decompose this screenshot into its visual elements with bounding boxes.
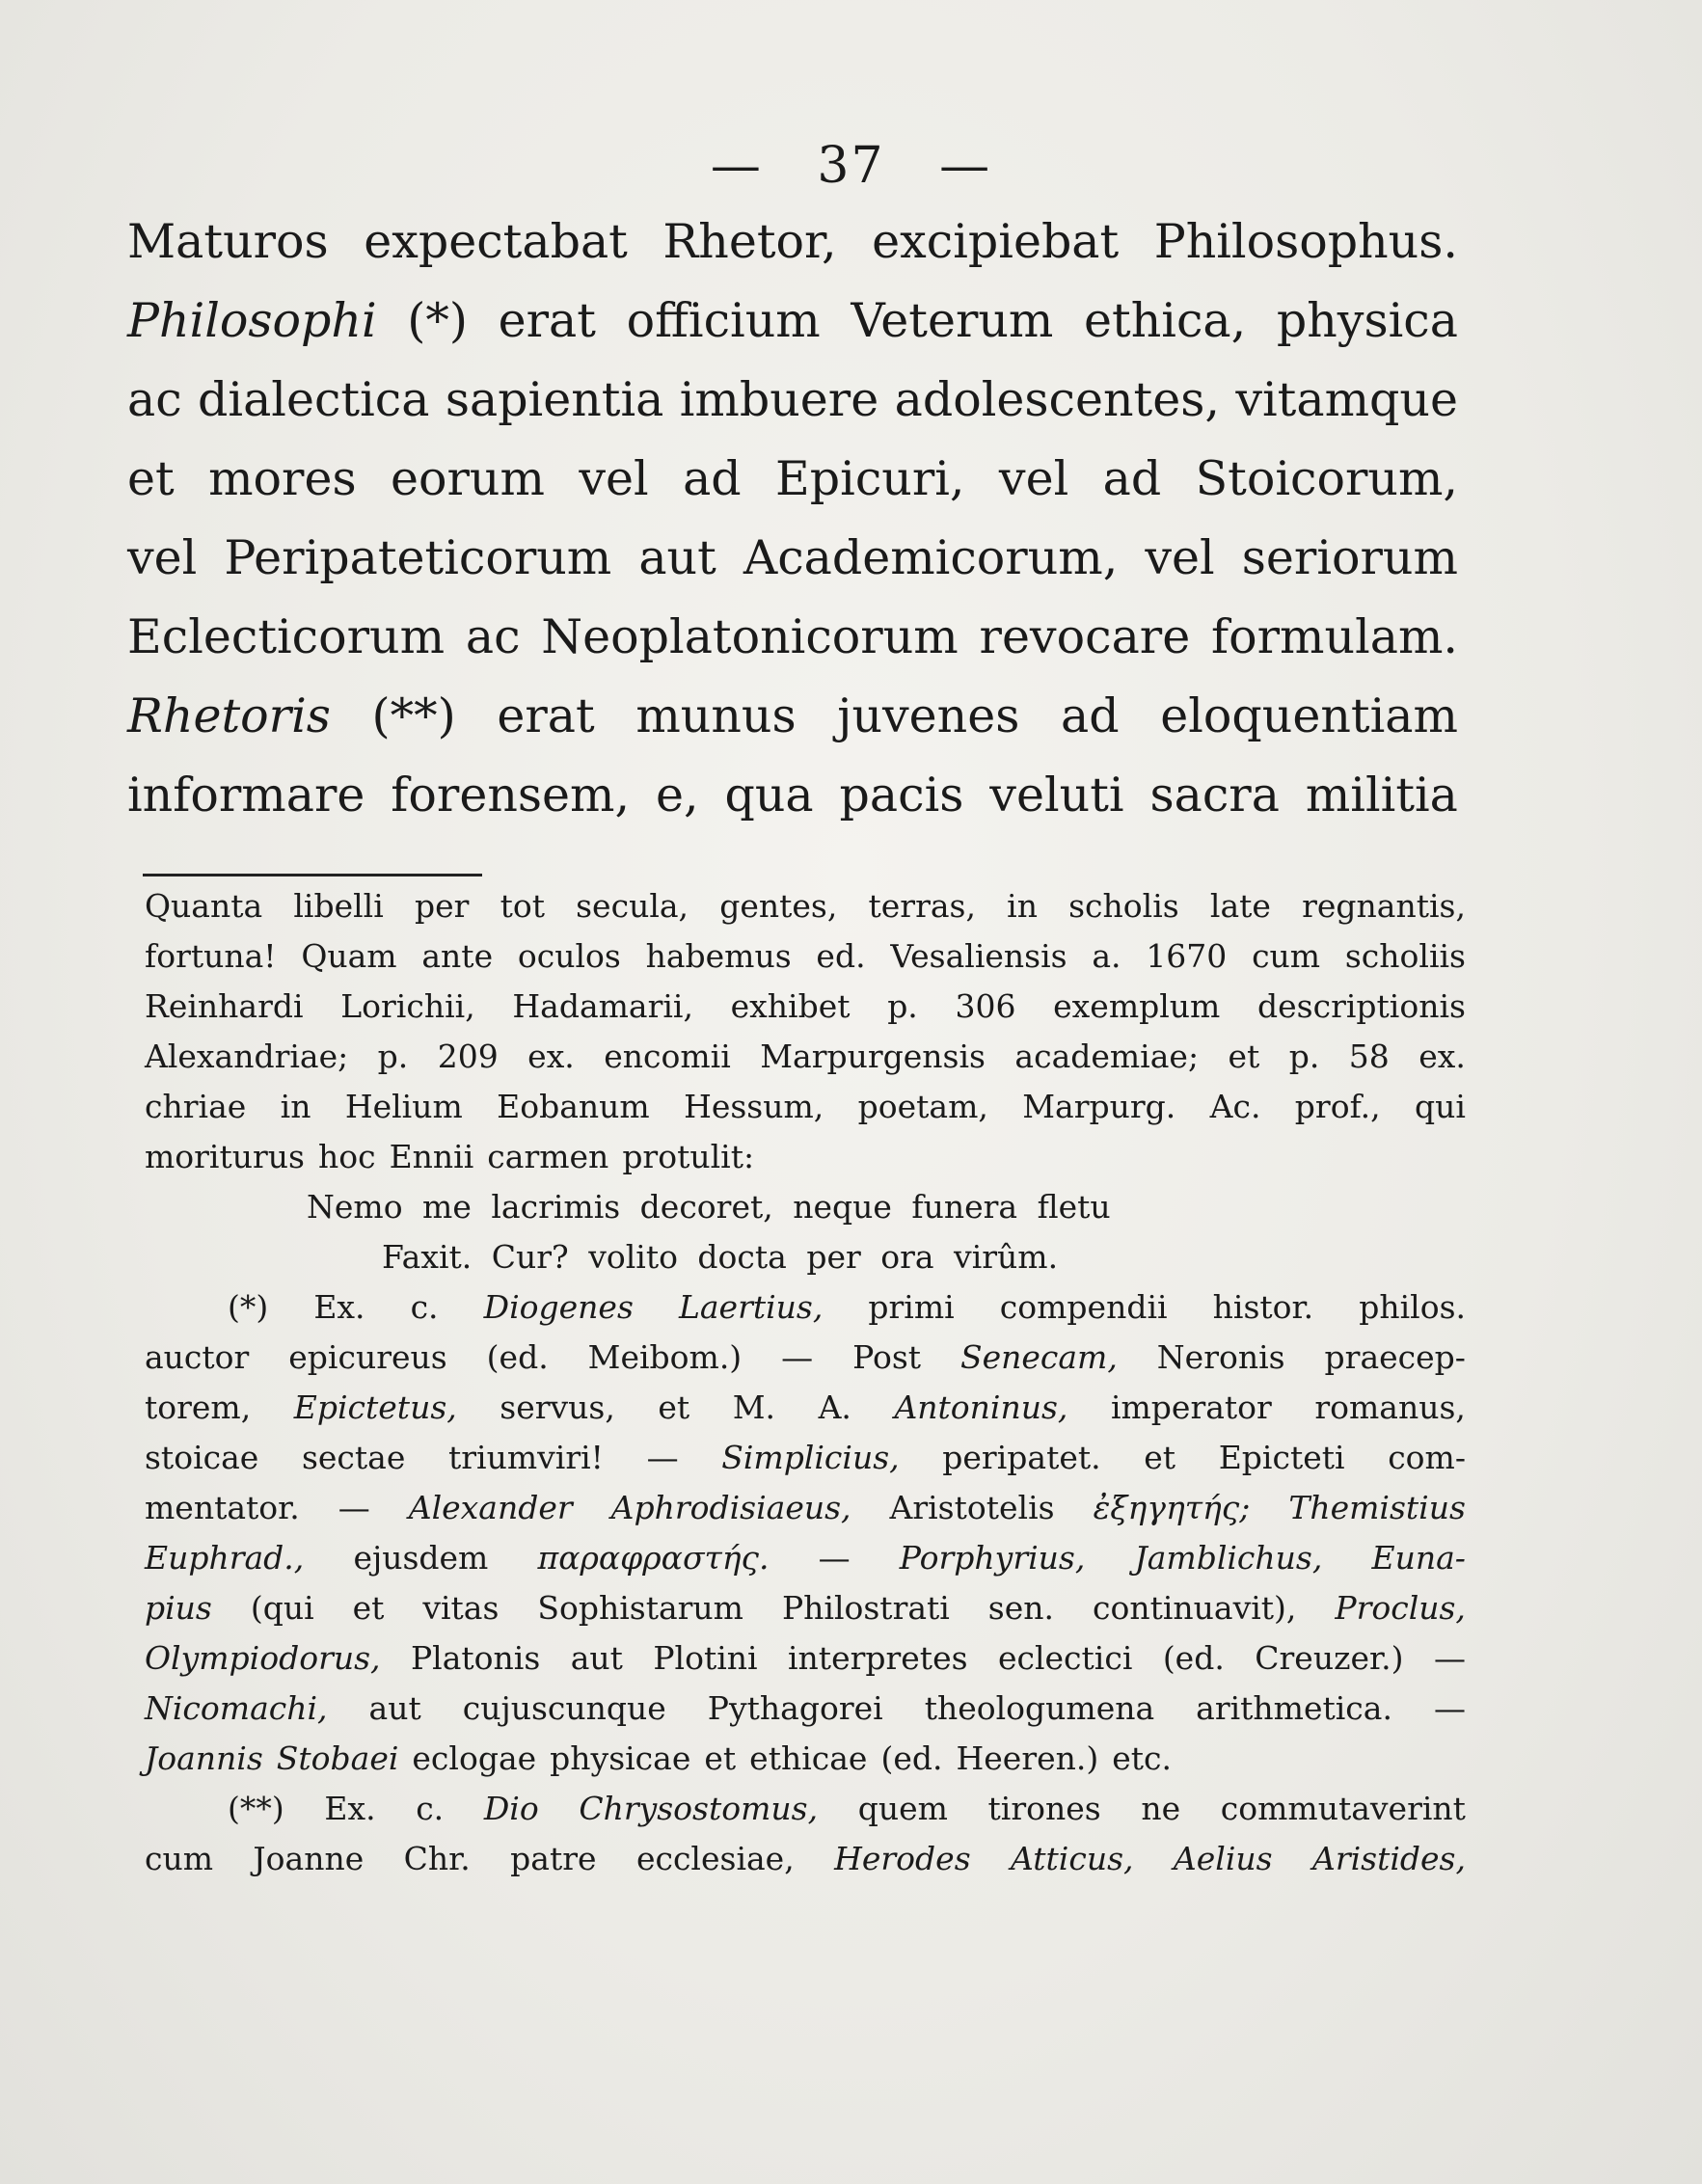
word: forensem,: [391, 768, 631, 822]
word: poetam,: [857, 1088, 988, 1125]
word: et: [704, 1739, 737, 1777]
word: continuavit),: [1092, 1589, 1297, 1627]
footnote-line: [145, 1338, 1466, 1389]
word: Ex.: [324, 1790, 376, 1827]
footnote-rule: [143, 874, 482, 876]
word: Porphyrius,: [899, 1539, 1086, 1577]
word: exhibet: [730, 987, 851, 1025]
word: libelli: [293, 887, 384, 925]
page-header: [0, 137, 1702, 195]
word: qua: [724, 768, 814, 822]
word: ethicae: [749, 1739, 868, 1777]
word: Marpurg.: [1022, 1088, 1176, 1125]
footnotes: [145, 887, 1466, 1890]
word: interpretes: [788, 1639, 968, 1677]
footnote-line: [145, 1288, 1466, 1338]
word: eclogae: [412, 1739, 537, 1777]
word: cujuscunque: [462, 1689, 666, 1727]
word: vel: [1145, 530, 1215, 585]
word: Neoplatonicorum: [541, 609, 959, 664]
word: Academicorum,: [743, 530, 1119, 585]
word: peripatet.: [942, 1439, 1101, 1476]
word: M.: [732, 1389, 776, 1426]
word: auctor: [145, 1338, 250, 1376]
word: scholiis: [1344, 937, 1466, 975]
word: Creuzer.): [1255, 1639, 1404, 1677]
word: terras,: [868, 887, 976, 925]
word: 306: [955, 987, 1016, 1025]
word: Maturos: [127, 214, 329, 269]
word: Olympiodorus,: [145, 1639, 381, 1677]
word: in: [1007, 887, 1038, 925]
word: Post: [852, 1338, 922, 1376]
word: (ed.: [486, 1338, 549, 1376]
footnote-line: [145, 1539, 1466, 1589]
word: Pythagorei: [707, 1689, 883, 1727]
word: oculos: [517, 937, 621, 975]
word: Themistius: [1288, 1489, 1466, 1526]
word: et: [1228, 1038, 1260, 1075]
word: Philosophus.: [1153, 214, 1458, 269]
word: epicureus: [288, 1338, 447, 1376]
word: hoc: [317, 1138, 376, 1175]
word: formulam.: [1210, 609, 1458, 664]
word: vitas: [422, 1589, 500, 1627]
word: Alexander: [408, 1489, 573, 1526]
word: quem: [857, 1790, 948, 1827]
text-line: [127, 214, 1458, 293]
word: pius: [145, 1589, 212, 1627]
word: pacis: [839, 768, 964, 822]
word: c.: [416, 1790, 445, 1827]
word: ethica,: [1084, 293, 1247, 348]
word: eclectici: [997, 1639, 1133, 1677]
word: officium: [626, 293, 821, 348]
word: Rhetor,: [662, 214, 837, 269]
footnote-line: [145, 1589, 1466, 1639]
word: (ed.: [880, 1739, 943, 1777]
word: Aelius: [1173, 1840, 1273, 1877]
word: A.: [818, 1389, 851, 1426]
word: vel: [127, 530, 198, 585]
word: Diogenes: [483, 1288, 634, 1326]
word: Marpurgensis: [760, 1038, 986, 1075]
word: Epicuri,: [775, 451, 965, 506]
word: —: [1433, 1689, 1466, 1727]
word: Quam: [301, 937, 397, 975]
word: aut: [368, 1689, 421, 1727]
word: expectabat: [364, 214, 628, 269]
word: mores: [208, 451, 357, 506]
word: academiae;: [1014, 1038, 1200, 1075]
word: fortuna!: [145, 937, 277, 975]
word: late: [1209, 887, 1271, 925]
word: Heeren.): [956, 1739, 1099, 1777]
word: tirones: [987, 1790, 1101, 1827]
word: in: [280, 1088, 311, 1125]
word: stoicae: [145, 1439, 259, 1476]
word: Euphrad.,: [145, 1539, 305, 1577]
word: (*): [228, 1288, 269, 1326]
footnote-line: [145, 1840, 1466, 1890]
verse-line: Faxit. Cur? volito docta per ora virûm.: [382, 1238, 1059, 1276]
word: Aristotelis: [889, 1489, 1055, 1526]
word: Platonis: [410, 1639, 541, 1677]
word: carmen: [487, 1138, 609, 1175]
word: e,: [656, 768, 699, 822]
word: regnantis,: [1302, 887, 1466, 925]
text-line: [127, 768, 1458, 847]
word: informare: [127, 768, 365, 822]
word: et: [1144, 1439, 1176, 1476]
word: Plotini: [653, 1639, 758, 1677]
word: physica: [1276, 293, 1458, 348]
header-dash-left: —: [710, 137, 763, 195]
word: theologumena: [924, 1689, 1155, 1727]
word: imperator: [1110, 1389, 1272, 1426]
word: triumviri!: [448, 1439, 604, 1476]
word: adolescentes,: [894, 372, 1220, 427]
word: —: [338, 1489, 370, 1526]
word: et: [658, 1389, 690, 1426]
word: Philostrati: [781, 1589, 950, 1627]
word: Jamblichus,: [1134, 1539, 1323, 1577]
word: encomii: [604, 1038, 731, 1075]
word: philos.: [1359, 1288, 1466, 1326]
word: primi: [868, 1288, 955, 1326]
word: munus: [635, 688, 797, 743]
word: Quanta: [145, 887, 263, 925]
footnote-line: [145, 1639, 1466, 1689]
word: Alexandriae;: [145, 1038, 349, 1075]
word: erat: [498, 293, 596, 348]
verse-line: Nemo me lacrimis decoret, neque funera fletu: [307, 1188, 1111, 1226]
word: scholis: [1068, 887, 1179, 925]
word: Meibom.): [587, 1338, 743, 1376]
footnote-line: [145, 1739, 1466, 1790]
word: etc.: [1112, 1739, 1173, 1777]
word: Peripateticorum: [224, 530, 612, 585]
word: Neronis: [1156, 1338, 1285, 1376]
word: descriptionis: [1257, 987, 1466, 1025]
text-line: [127, 530, 1458, 609]
word: ex.: [1418, 1038, 1466, 1075]
word: p.: [377, 1038, 409, 1075]
footnote-line: [145, 1489, 1466, 1539]
word: eorum: [391, 451, 545, 506]
text-line: [127, 609, 1458, 688]
word: Rhetoris: [127, 688, 331, 743]
word: Stoicorum,: [1195, 451, 1458, 506]
word: mentator.: [145, 1489, 300, 1526]
word: cum: [145, 1840, 214, 1877]
word: chriae: [145, 1088, 247, 1125]
footnote-line: [145, 1790, 1466, 1840]
word: servus,: [500, 1389, 615, 1426]
word: erat: [497, 688, 595, 743]
word: dialectica: [198, 372, 430, 427]
word: per: [414, 887, 470, 925]
word: ecclesiae,: [635, 1840, 795, 1877]
word: Chrysostomus,: [579, 1790, 819, 1827]
word: —: [1433, 1639, 1466, 1677]
word: habemus: [645, 937, 792, 975]
word: torem,: [145, 1389, 252, 1426]
word: et: [127, 451, 175, 506]
word: physicae: [550, 1739, 691, 1777]
word: exemplum: [1053, 987, 1221, 1025]
word: (qui: [250, 1589, 314, 1627]
word: Herodes: [834, 1840, 971, 1877]
word: prof.,: [1294, 1088, 1381, 1125]
footnote-line: [145, 1038, 1466, 1088]
page-number: 37: [817, 137, 885, 195]
footnote-line: [145, 887, 1466, 937]
word: et: [352, 1589, 385, 1627]
word: ad: [683, 451, 742, 506]
word: ex.: [527, 1038, 575, 1075]
text-line: [127, 451, 1458, 530]
word: Euna-: [1371, 1539, 1466, 1577]
word: gentes,: [719, 887, 838, 925]
word: Eclecticorum: [127, 609, 446, 664]
word: 209: [437, 1038, 499, 1075]
word: eloquentiam: [1160, 688, 1458, 743]
word: Sophistarum: [537, 1589, 743, 1627]
word: seriorum: [1241, 530, 1458, 585]
word: Stobaei: [276, 1739, 399, 1777]
word: sen.: [987, 1589, 1055, 1627]
word: Helium: [344, 1088, 463, 1125]
word: ed.: [816, 937, 866, 975]
word: aut: [570, 1639, 623, 1677]
word: (*): [407, 293, 468, 348]
word: Hadamarii,: [512, 987, 693, 1025]
text-line: [127, 293, 1458, 372]
word: Proclus,: [1335, 1589, 1466, 1627]
word: Aristides,: [1311, 1840, 1466, 1877]
word: 1670: [1146, 937, 1228, 975]
word: ejusdem: [353, 1539, 489, 1577]
header-dash-right: —: [939, 137, 992, 195]
word: Aphrodisiaeus,: [610, 1489, 851, 1526]
word: Joanne: [253, 1840, 365, 1877]
footnote-line: [145, 1439, 1466, 1489]
word: ante: [421, 937, 494, 975]
word: —: [818, 1539, 851, 1577]
word: ac: [465, 609, 521, 664]
word: secula,: [576, 887, 689, 925]
word: Ennii: [389, 1138, 474, 1175]
word: —: [646, 1439, 679, 1476]
word: Dio: [483, 1790, 539, 1827]
footnote-line: [145, 1689, 1466, 1739]
word: Atticus,: [1011, 1840, 1134, 1877]
word: moriturus: [145, 1138, 305, 1175]
word: patre: [510, 1840, 597, 1877]
word: protulit:: [622, 1138, 755, 1175]
word: Simplicius,: [721, 1439, 900, 1476]
word: Veterum: [851, 293, 1054, 348]
word: cum: [1252, 937, 1321, 975]
word: Chr.: [403, 1840, 471, 1877]
word: Antoninus,: [894, 1389, 1068, 1426]
greek-word: παραφραστής.: [537, 1539, 770, 1577]
word: sectae: [301, 1439, 406, 1476]
word: c.: [410, 1288, 439, 1326]
footnote-line: [145, 987, 1466, 1038]
word: ne: [1141, 1790, 1181, 1827]
word: Reinhardi: [145, 987, 304, 1025]
footnote-line: [145, 937, 1466, 987]
word: Epictetus,: [293, 1389, 457, 1426]
word: militia: [1305, 768, 1458, 822]
word: Ac.: [1209, 1088, 1261, 1125]
word: 58: [1348, 1038, 1390, 1075]
word: a.: [1092, 937, 1121, 975]
word: qui: [1414, 1088, 1466, 1125]
word: tot: [500, 887, 545, 925]
word: commutaverint: [1220, 1790, 1466, 1827]
word: Joannis: [145, 1739, 263, 1777]
word: Nicomachi,: [145, 1689, 328, 1727]
word: vel: [998, 451, 1069, 506]
word: praecep-: [1324, 1338, 1466, 1376]
word: Vesaliensis: [890, 937, 1067, 975]
word: vel: [579, 451, 649, 506]
main-text: [127, 214, 1458, 847]
word: com-: [1388, 1439, 1466, 1476]
word: vitamque: [1235, 372, 1458, 427]
word: ac: [127, 372, 182, 427]
word: arithmetica.: [1196, 1689, 1392, 1727]
word: revocare: [979, 609, 1191, 664]
word: Lorichii,: [340, 987, 475, 1025]
footnote-line: [145, 1389, 1466, 1439]
word: Hessum,: [684, 1088, 824, 1125]
word: p.: [887, 987, 918, 1025]
word: Laertius,: [678, 1288, 824, 1326]
word: histor.: [1212, 1288, 1314, 1326]
word: Epicteti: [1218, 1439, 1345, 1476]
greek-word: ἐξηγητής;: [1093, 1489, 1251, 1526]
word: Ex.: [313, 1288, 365, 1326]
word: ad: [1102, 451, 1162, 506]
word: (**): [228, 1790, 284, 1827]
word: imbuere: [679, 372, 879, 427]
word: romanus,: [1314, 1389, 1466, 1426]
footnote-line: [145, 1088, 1466, 1138]
word: sacra: [1149, 768, 1280, 822]
footnote-line: [145, 1138, 1466, 1188]
word: excipiebat: [872, 214, 1120, 269]
word: aut: [638, 530, 716, 585]
word: (**): [371, 688, 456, 743]
word: (ed.: [1162, 1639, 1225, 1677]
text-line: [127, 372, 1458, 451]
word: veluti: [989, 768, 1124, 822]
word: Philosophi: [127, 293, 377, 348]
word: sapientia: [445, 372, 664, 427]
word: p.: [1288, 1038, 1320, 1075]
word: —: [781, 1338, 814, 1376]
word: Senecam,: [959, 1338, 1118, 1376]
text-line: [127, 688, 1458, 768]
word: juvenes: [837, 688, 1020, 743]
word: Eobanum: [497, 1088, 650, 1125]
word: compendii: [999, 1288, 1168, 1326]
word: ad: [1061, 688, 1120, 743]
